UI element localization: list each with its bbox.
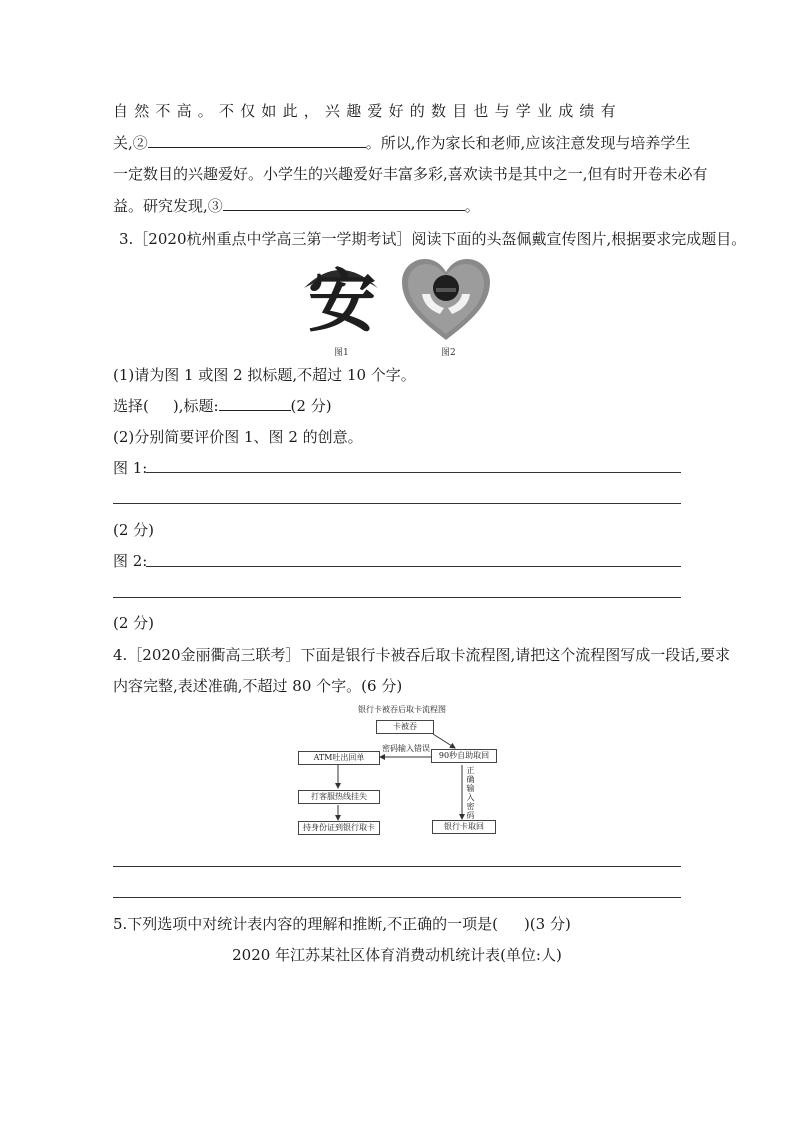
figure-1 xyxy=(300,258,382,342)
flow-node-card-returned: 银行卡取回 xyxy=(432,820,496,834)
question-3-sub-2: (2)分别简要评价图 1、图 2 的创意。 xyxy=(113,428,363,446)
answer-line[interactable] xyxy=(113,597,681,598)
flow-node-card-swallowed: 卡被吞 xyxy=(376,720,434,734)
answer-line[interactable] xyxy=(146,472,681,473)
paragraph-line-1: 自然不高。不仅如此，兴趣爱好的数目也与学业成绩有 xyxy=(113,102,622,120)
an-character-logo: 安 xyxy=(307,263,376,342)
flowchart xyxy=(290,705,510,840)
answer-line[interactable] xyxy=(113,503,681,504)
text-segment: 。 xyxy=(464,197,480,215)
text-segment: 关,② xyxy=(113,134,148,152)
figure-1-answer-label: 图 1: xyxy=(113,459,148,477)
table-title: 2020 年江苏某社区体育消费动机统计表(单位:人) xyxy=(232,946,562,964)
text-segment: 益。研究发现,③ xyxy=(113,197,223,215)
figure-2-answer-label: 图 2: xyxy=(113,552,148,570)
text-segment: ),标题: xyxy=(172,397,219,415)
points: (2 分) xyxy=(113,521,155,539)
title-blank[interactable] xyxy=(219,396,291,411)
edge-label-correct-password: 正确输入密码 xyxy=(466,766,475,820)
flow-node-call-hotline: 打客服热线挂失 xyxy=(298,790,380,804)
question-3-stem: 3.［2020杭州重点中学高三第一学期考试］阅读下面的头盔佩戴宣传图片,根据要求完成题目。 xyxy=(119,230,747,248)
answer-line[interactable] xyxy=(113,897,681,898)
answer-line[interactable] xyxy=(113,866,681,867)
paragraph-line-2 xyxy=(113,133,690,153)
points: (2 分) xyxy=(290,397,332,415)
answer-blank-2[interactable] xyxy=(148,133,366,148)
paragraph-line-4 xyxy=(113,196,480,216)
edge-label-wrong-password: 密码输入错误 xyxy=(382,744,430,753)
question-5-stem xyxy=(113,914,571,934)
flow-node-self-retrieve: 90秒自助取回 xyxy=(431,749,497,763)
question-4-stem-line-1: 4.［2020金丽衢高三联考］下面是银行卡被吞后取卡流程图,请把这个流程图写成一段话,要求 xyxy=(113,646,731,664)
text-segment: 5.下列选项中对统计表内容的理解和推断,不正确的一项是( xyxy=(113,915,498,933)
answer-line[interactable] xyxy=(146,566,681,567)
text-segment: )(3 分) xyxy=(523,915,571,933)
question-3-sub-1: (1)请为图 1 或图 2 拟标题,不超过 10 个字。 xyxy=(113,366,416,384)
paragraph-line-3: 一定数目的兴趣爱好。小学生的兴趣爱好丰富多彩,喜欢读书是其中之一,但有时开卷未必有 xyxy=(113,165,708,183)
text-segment: 。所以,作为家长和老师,应该注意发现与培养学生 xyxy=(365,134,691,152)
figure-1-caption: 图1 xyxy=(334,348,349,358)
question-4-stem-line-2: 内容完整,表述准确,不超过 80 个字。(6 分) xyxy=(113,677,403,695)
text-segment: 选择( xyxy=(113,397,149,415)
answer-blank-3[interactable] xyxy=(223,196,465,211)
flow-node-atm-receipt: ATM吐出回单 xyxy=(298,751,380,765)
figure-2 xyxy=(400,258,492,342)
heart-hands-helmet-icon xyxy=(400,258,492,342)
figure-2-caption: 图2 xyxy=(441,348,456,358)
question-3-choice-line xyxy=(113,396,332,416)
flow-node-id-card-pickup: 持身份证到银行取卡 xyxy=(298,821,380,835)
points: (2 分) xyxy=(113,614,155,632)
flowchart-title: 银行卡被吞后取卡流程图 xyxy=(358,705,446,714)
